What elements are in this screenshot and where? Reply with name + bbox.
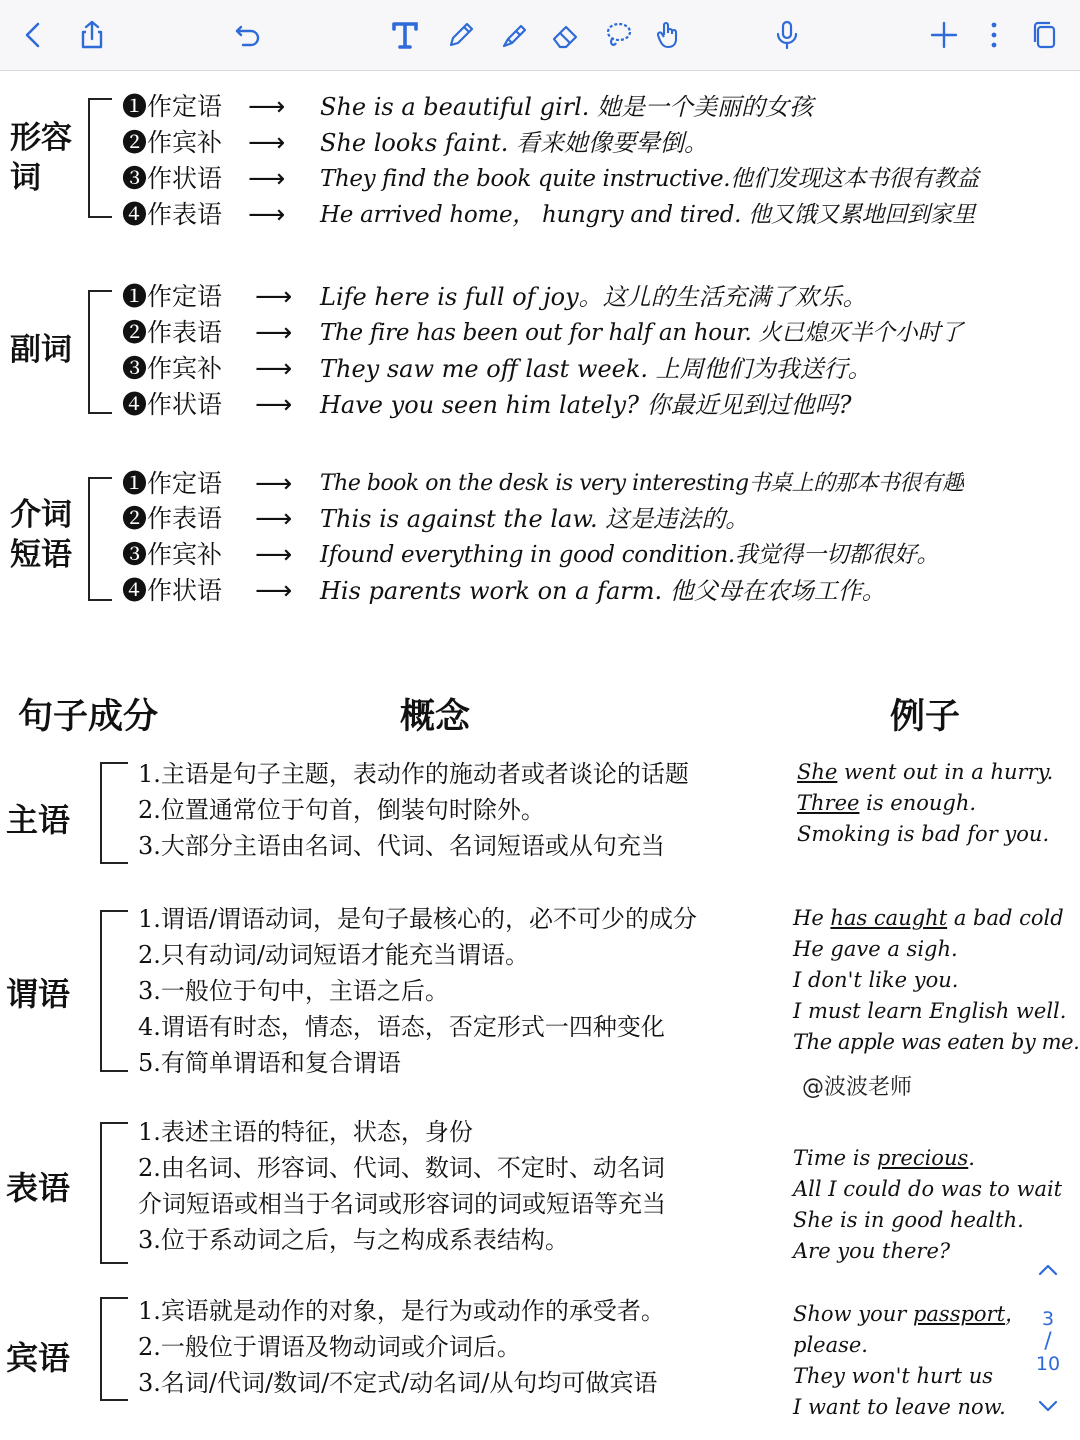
adjective-role-3: ❸作状语	[122, 164, 223, 193]
prep-phrase-role-2: ❷作表语	[122, 504, 223, 533]
adverb-role-2: ❷作表语	[122, 318, 223, 347]
arrow-icon: ⟶	[255, 318, 293, 348]
arrow-icon: ⟶	[255, 354, 293, 384]
predicative-example-4: Are you there?	[793, 1239, 951, 1263]
microphone-icon[interactable]	[767, 15, 807, 55]
page-up-icon[interactable]	[1028, 1262, 1068, 1288]
predicate-concept-5: 5.有简单谓语和复合谓语	[138, 1049, 401, 1077]
predicative-label: 表语	[6, 1169, 71, 1207]
subject-example-3: Smoking is bad for you.	[797, 822, 1050, 846]
prep-phrase-example-3: Ifound everything in good condition.我觉得一切都很好。	[320, 542, 940, 568]
subject-label: 主语	[6, 801, 71, 839]
arrow-icon: ⟶	[255, 504, 293, 534]
page-separator: /	[1044, 1329, 1052, 1354]
adjective-example-3: They find the book quite instructive.他们发现这本书很有教益	[320, 166, 979, 192]
subject-bracket	[100, 762, 128, 864]
arrow-icon: ⟶	[255, 576, 293, 606]
prep-phrase-example-4: His parents work on a farm. 他父母在农场工作。	[320, 577, 886, 605]
arrow-icon: ⟶	[255, 540, 293, 570]
adjective-label-line2: 词	[10, 160, 41, 196]
adjective-example-1: She is a beautiful girl. 她是一个美丽的女孩	[320, 93, 814, 121]
object-example-2: please.	[793, 1333, 868, 1357]
header-example: 例子	[890, 697, 961, 737]
pages-icon[interactable]	[1025, 15, 1065, 55]
arrow-icon: ⟶	[248, 92, 286, 122]
subject-concept-3: 3.大部分主语由名词、代词、名词短语或从句充当	[138, 832, 665, 860]
adverb-label: 副词	[10, 332, 72, 368]
more-icon[interactable]	[974, 15, 1014, 55]
adjective-role-4: ❹作表语	[122, 200, 223, 229]
prep-phrase-example-2: This is against the law. 这是违法的。	[320, 505, 750, 533]
prep-phrase-example-1: The book on the desk is very interesting书桌上的那本书很有趣	[320, 471, 964, 496]
adjective-example-4: He arrived home， hungry and tired. 他又饿又累地回到家里	[320, 202, 976, 228]
predicative-bracket	[100, 1122, 128, 1264]
hand-pointer-icon[interactable]	[649, 15, 689, 55]
subject-example-2: Three is enough.	[797, 791, 977, 815]
adverb-role-4: ❹作状语	[122, 390, 223, 419]
prep-phrase-role-3: ❸作宾补	[122, 540, 223, 569]
arrow-icon: ⟶	[248, 128, 286, 158]
arrow-icon: ⟶	[255, 282, 293, 312]
page-current: 3	[1041, 1308, 1055, 1330]
adjective-role-1: ❶作定语	[122, 92, 223, 121]
adverb-example-2: The fire has been out for half an hour. 火已熄灭半个小时了	[320, 320, 963, 346]
lasso-icon[interactable]	[598, 15, 638, 55]
predicative-example-1: Time is precious.	[793, 1146, 975, 1170]
subject-concept-2: 2.位置通常位于句首，倒装句时除外。	[138, 796, 545, 824]
predicate-label: 谓语	[6, 975, 71, 1013]
object-concept-2: 2.一般位于谓语及物动词或介词后。	[138, 1333, 521, 1361]
add-icon[interactable]	[924, 15, 964, 55]
predicative-concept-3: 介词短语或相当于名词或形容词的词或短语等充当	[138, 1190, 666, 1218]
subject-example-1: She went out in a hurry.	[797, 760, 1054, 784]
adverb-role-3: ❸作宾补	[122, 354, 223, 383]
predicate-example-1: He has caught a bad cold	[793, 906, 1064, 930]
object-concept-1: 1.宾语就是动作的对象，是行为或动作的承受者。	[138, 1297, 665, 1325]
arrow-icon: ⟶	[255, 390, 293, 420]
eraser-icon[interactable]	[546, 15, 586, 55]
adverb-example-3: They saw me off last week. 上周他们为我送行。	[320, 355, 872, 383]
adjective-example-2: She looks faint. 看来她像要晕倒。	[320, 129, 709, 157]
adverb-example-4: Have you seen him lately? 你最近见到过他吗?	[320, 391, 852, 419]
predicate-example-3: I don't like you.	[793, 968, 959, 992]
object-concept-3: 3.名词/代词/数词/不定式/动名词/从句均可做宾语	[138, 1369, 658, 1397]
object-bracket	[100, 1297, 128, 1401]
prep-phrase-label-line2: 短语	[10, 537, 72, 573]
adverb-role-1: ❶作定语	[122, 282, 223, 311]
predicate-example-2: He gave a sigh.	[793, 937, 958, 961]
predicative-example-2: All I could do was to wait	[793, 1177, 1063, 1201]
prep-phrase-role-4: ❹作状语	[122, 576, 223, 605]
arrow-icon: ⟶	[248, 200, 286, 230]
predicative-concept-2: 2.由名词、形容词、代词、数词、不定时、动名词	[138, 1154, 665, 1182]
object-example-1: Show your passport，	[793, 1302, 1027, 1326]
header-sentence-component: 句子成分	[18, 697, 159, 737]
predicative-concept-1: 1.表述主语的特征，状态，身份	[138, 1118, 473, 1146]
header-concept: 概念	[400, 697, 471, 737]
predicate-concept-4: 4.谓语有时态，情态，语态，否定形式一四种变化	[138, 1013, 665, 1041]
predicate-bracket	[100, 910, 128, 1072]
arrow-icon: ⟶	[255, 469, 293, 499]
adjective-label-line1: 形容	[10, 120, 72, 156]
predicate-concept-3: 3.一般位于句中，主语之后。	[138, 977, 449, 1005]
prep-phrase-label-line1: 介词	[10, 497, 72, 533]
share-icon[interactable]	[72, 15, 112, 55]
predicate-concept-1: 1.谓语/谓语动词，是句子最核心的，必不可少的成分	[138, 905, 697, 933]
object-label: 宾语	[6, 1339, 71, 1377]
adjective-role-2: ❷作宾补	[122, 128, 223, 157]
predicate-concept-2: 2.只有动词/动词短语才能充当谓语。	[138, 941, 529, 969]
highlighter-icon[interactable]	[494, 15, 534, 55]
predicative-concept-4: 3.位于系动词之后，与之构成系表结构。	[138, 1226, 569, 1254]
undo-icon[interactable]	[228, 15, 268, 55]
predicate-example-5: The apple was eaten by me.	[793, 1030, 1080, 1054]
predicative-example-3: She is in good health.	[793, 1208, 1024, 1232]
prep-phrase-role-1: ❶作定语	[122, 469, 223, 498]
adverb-bracket	[88, 290, 112, 414]
text-tool-icon[interactable]	[385, 15, 425, 55]
page-down-icon[interactable]	[1028, 1398, 1068, 1424]
subject-concept-1: 1.主语是句子主题，表动作的施动者或者谈论的话题	[138, 760, 689, 788]
page-total: 10	[1035, 1353, 1061, 1375]
back-icon[interactable]	[14, 15, 54, 55]
predicate-example-4: I must learn English well.	[793, 999, 1067, 1023]
adverb-example-1: Life here is full of joy。这儿的生活充满了欢乐。	[320, 283, 867, 311]
arrow-icon: ⟶	[248, 164, 286, 194]
prep-phrase-bracket	[88, 477, 112, 601]
toolbar	[0, 0, 1080, 71]
author-watermark: @波波老师	[802, 1075, 913, 1100]
adjective-bracket	[88, 98, 112, 218]
object-example-4: I want to leave now.	[793, 1395, 1006, 1419]
object-example-3: They won't hurt us	[793, 1364, 994, 1388]
pen-tool-icon[interactable]	[441, 15, 481, 55]
